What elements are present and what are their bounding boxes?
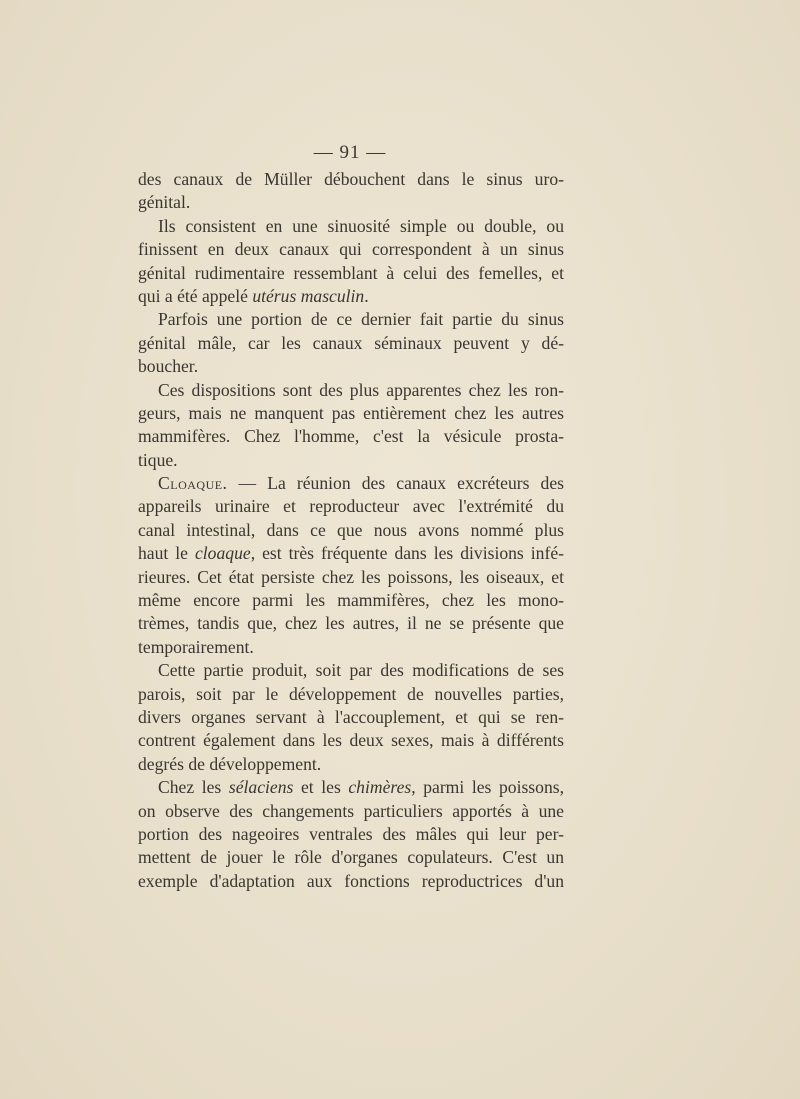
text-line: des canaux de Müller débouchent dans le sinus uro- [138,169,564,189]
italic-term: chimères [348,777,412,798]
text-line [138,776,564,799]
text-line: génital rudimentaire ressemblant à celui des femelles, et [138,262,564,283]
text-line: parois, soit par le développement de nouvelles parties, [138,683,564,704]
text-fragment: qui a été appelé [138,285,253,306]
italic-term: cloaque [194,543,251,564]
text-fragment: , est très fréquente dans les divisions infé- [250,543,564,564]
text-line: on observe des changements particuliers apportés à une [138,800,564,821]
text-fragment: , parmi les poissons, [411,777,564,798]
text-line [138,285,564,308]
text-line: génital mâle, car les canaux séminaux peuvent y dé- [138,332,564,353]
italic-term: utérus masculin [252,285,365,306]
text-line: canal intestinal, dans ce que nous avons nommé plus [138,519,564,540]
text-line: geurs, mais ne manquent pas entièrement chez les autres [138,402,564,423]
text-line [138,542,564,565]
text-line: contrent également dans les deux sexes, mais à différents [138,730,564,751]
text-line: temporairement. [138,636,254,657]
italic-term: sélaciens [228,777,294,798]
section-heading: Cloaque. [158,473,228,494]
text-line: appareils urinaire et reproducteur avec l'extrémité du [138,496,564,517]
text-fragment: — La réunion des canaux excréteurs des [227,473,564,494]
text-line: Ils consistent en une sinuosité simple ou double, ou [158,215,564,236]
text-line: mettent de jouer le rôle d'organes copulateurs. C'est un [138,847,564,868]
text-line: mammifères. Chez l'homme, c'est la vésicule prosta- [138,426,564,447]
text-line: portion des nageoires ventrales des mâles qui leur per- [138,823,564,844]
text-line: même encore parmi les mammifères, chez les mono- [138,590,564,611]
text-fragment: haut le [138,543,195,564]
text-line: finissent en deux canaux qui correspondent à un sinus [138,239,564,260]
text-line: rieures. Cet état persiste chez les poissons, les oiseaux, et [138,566,564,587]
text-line: Ces dispositions sont des plus apparentes chez les ron- [158,379,564,400]
text-line: Parfois une portion de ce dernier fait partie du sinus [158,309,564,330]
text-line: degrés de développement. [138,753,322,774]
body-text [138,168,564,893]
text-line: boucher. [138,356,199,377]
page-number: — 91 — [313,142,387,163]
text-fragment: Chez les [158,777,229,798]
text-line: génital. [138,192,191,213]
text-line: tique. [138,449,178,470]
text-fragment: et les [293,777,349,798]
text-line: divers organes servant à l'accouplement, et qui se ren- [138,706,564,727]
text-line: trèmes, tandis que, chez les autres, il ne se présente que [138,613,564,634]
text-line [138,472,564,495]
text-line: exemple d'adaptation aux fonctions reproductrices d'un [138,870,564,891]
text-line: Cette partie produit, soit par des modifications de ses [158,660,564,681]
text-fragment: . [364,285,369,306]
